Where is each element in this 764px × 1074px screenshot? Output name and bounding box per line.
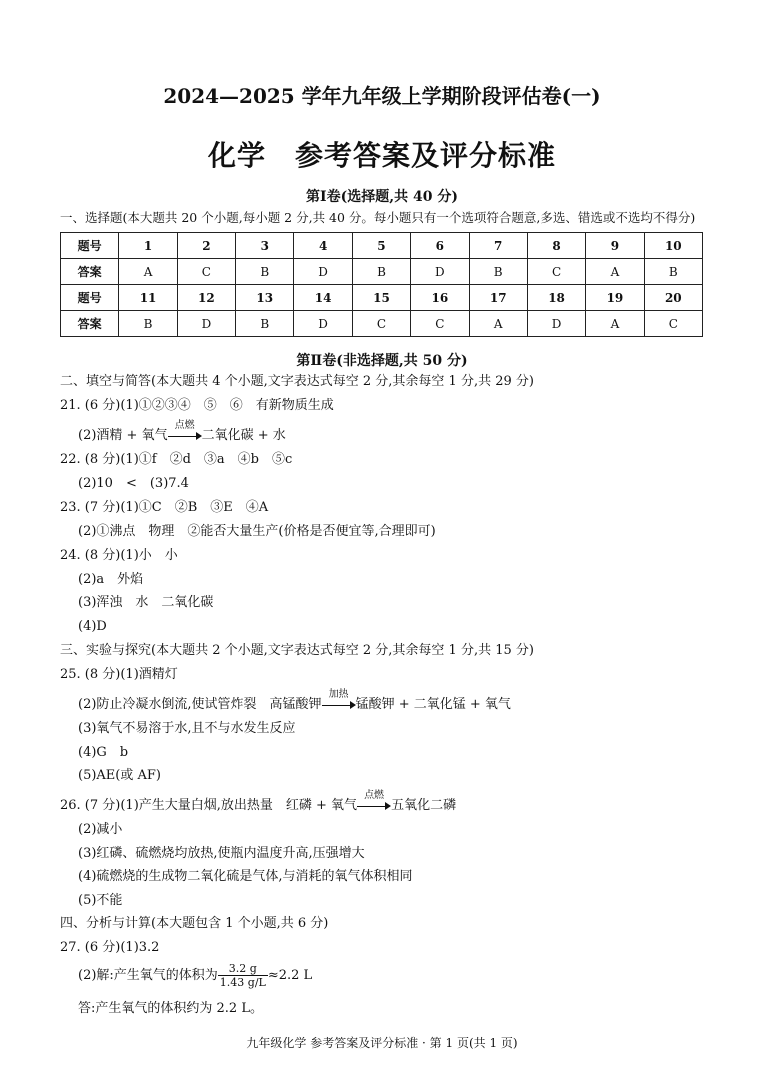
table-cell: B: [236, 311, 294, 337]
q23-line1: 23. (7 分)(1)①C ②B ③E ④A: [60, 500, 269, 515]
q27-line1: 27. (6 分)(1)3.2: [60, 940, 160, 955]
table-cell: 7: [469, 233, 527, 259]
q24-line1: 24. (8 分)(1)小 小: [60, 548, 178, 563]
q25-line3: (3)氧气不易溶于水,且不与水发生反应: [78, 721, 296, 736]
q21-reactants: (2)酒精 + 氧气: [78, 428, 168, 443]
section1-instruction: 一、选择题(本大题共 20 个小题,每小题 2 分,共 40 分。每小题只有一个选项符合题意,多选、错选或不选均不得分): [60, 210, 696, 225]
row-label: 答案: [61, 311, 119, 337]
table-cell: B: [119, 311, 177, 337]
q22-line2: (2)10 < (3)7.4: [78, 476, 189, 491]
q26-line1: [60, 789, 457, 814]
q26-line4: (4)硫燃烧的生成物二氧化硫是气体,与消耗的氧气体积相同: [78, 869, 413, 884]
q24-line4: (4)D: [78, 619, 107, 634]
table-cell: B: [352, 259, 410, 285]
table-cell: C: [352, 311, 410, 337]
reaction-arrow-icon: [168, 419, 202, 443]
q26-text: 26. (7 分)(1)产生大量白烟,放出热量 红磷 + 氧气: [60, 798, 358, 813]
reaction-arrow-icon: [322, 688, 356, 712]
table-cell: 2: [177, 233, 235, 259]
table-cell: 9: [586, 233, 644, 259]
row-label: 题号: [61, 233, 119, 259]
table-cell: A: [469, 311, 527, 337]
table-cell: D: [294, 259, 352, 285]
q26-line3: (3)红磷、硫燃烧均放热,使瓶内温度升高,压强增大: [78, 846, 365, 861]
table-cell: C: [177, 259, 235, 285]
q23-line2: (2)①沸点 物理 ②能否大量生产(价格是否便宜等,合理即可): [78, 524, 436, 539]
q26-line5: (5)不能: [78, 893, 123, 908]
table-cell: 4: [294, 233, 352, 259]
table-cell: 19: [586, 285, 644, 311]
q25-line2: [78, 688, 511, 713]
q24-line3: (3)浑浊 水 二氧化碳: [78, 595, 214, 610]
table-cell: D: [527, 311, 585, 337]
table-row: [61, 233, 703, 259]
reaction-condition: 点燃: [174, 419, 195, 431]
q22-line1: 22. (8 分)(1)①f ②d ③a ④b ⑤c: [60, 452, 293, 467]
table-cell: 15: [352, 285, 410, 311]
reaction-condition: 点燃: [364, 789, 385, 801]
table-row: [61, 311, 703, 337]
section2-instruction: 二、填空与简答(本大题共 4 个小题,文字表达式每空 2 分,其余每空 1 分,共 29 分): [60, 374, 534, 389]
answer-table: [60, 232, 703, 337]
part2-heading: 第Ⅱ卷(非选择题,共 50 分): [296, 353, 468, 369]
table-cell: B: [236, 259, 294, 285]
q27-line2: [78, 962, 312, 990]
q25-products: 锰酸钾 + 二氧化锰 + 氧气: [355, 697, 511, 712]
row-label: 题号: [61, 285, 119, 311]
row-label: 答案: [61, 259, 119, 285]
q25-line4: (4)G b: [78, 745, 129, 760]
reaction-arrow-icon: [357, 789, 391, 813]
subject-title: 化学 参考答案及评分标准: [207, 139, 556, 172]
q26-products: 五氧化二磷: [391, 798, 457, 813]
q27-text: (2)解:产生氧气的体积为: [78, 968, 218, 983]
fraction-numerator: 3.2 g: [218, 962, 268, 976]
table-cell: D: [294, 311, 352, 337]
table-cell: 5: [352, 233, 410, 259]
q21-line1: 21. (6 分)(1)①②③④ ⑤ ⑥ 有新物质生成: [60, 398, 334, 413]
q24-line2: (2)a 外焰: [78, 572, 144, 587]
table-cell: C: [527, 259, 585, 285]
q27-answer: 答:产生氧气的体积约为 2.2 L。: [78, 1001, 263, 1016]
page-footer: 九年级化学 参考答案及评分标准 · 第 1 页(共 1 页): [246, 1036, 518, 1050]
table-row: [61, 259, 703, 285]
q25-line1: 25. (8 分)(1)酒精灯: [60, 667, 178, 682]
table-cell: 13: [236, 285, 294, 311]
table-row: [61, 285, 703, 311]
q25-text: (2)防止冷凝水倒流,使试管炸裂 高锰酸钾: [78, 697, 322, 712]
table-cell: 10: [644, 233, 702, 259]
section3-instruction: 三、实验与探究(本大题共 2 个小题,文字表达式每空 2 分,其余每空 1 分,共 15 分): [60, 643, 534, 658]
table-cell: C: [644, 311, 702, 337]
q27-result: ≈2.2 L: [267, 968, 313, 983]
table-cell: A: [586, 259, 644, 285]
section4-instruction: 四、分析与计算(本大题包含 1 个小题,共 6 分): [60, 916, 329, 931]
table-cell: 1: [119, 233, 177, 259]
q26-line2: (2)减小: [78, 822, 123, 837]
table-cell: 8: [527, 233, 585, 259]
table-cell: D: [411, 259, 469, 285]
table-cell: 16: [411, 285, 469, 311]
exam-title: 2024—2025 学年九年级上学期阶段评估卷(一): [163, 84, 601, 108]
table-cell: 18: [527, 285, 585, 311]
table-cell: 17: [469, 285, 527, 311]
table-cell: 12: [177, 285, 235, 311]
table-cell: 11: [119, 285, 177, 311]
table-cell: A: [119, 259, 177, 285]
table-cell: B: [644, 259, 702, 285]
fraction-denominator: 1.43 g/L: [219, 976, 266, 989]
reaction-condition: 加热: [328, 688, 349, 700]
q21-line2: [78, 419, 286, 444]
table-cell: 14: [294, 285, 352, 311]
fraction: [218, 962, 268, 989]
table-cell: 20: [644, 285, 702, 311]
table-cell: D: [177, 311, 235, 337]
table-cell: A: [586, 311, 644, 337]
table-cell: B: [469, 259, 527, 285]
part1-heading: 第Ⅰ卷(选择题,共 40 分): [306, 189, 458, 205]
table-cell: 6: [411, 233, 469, 259]
table-cell: C: [411, 311, 469, 337]
q25-line5: (5)AE(或 AF): [78, 768, 161, 783]
table-cell: 3: [236, 233, 294, 259]
q21-products: 二氧化碳 + 水: [201, 428, 286, 443]
